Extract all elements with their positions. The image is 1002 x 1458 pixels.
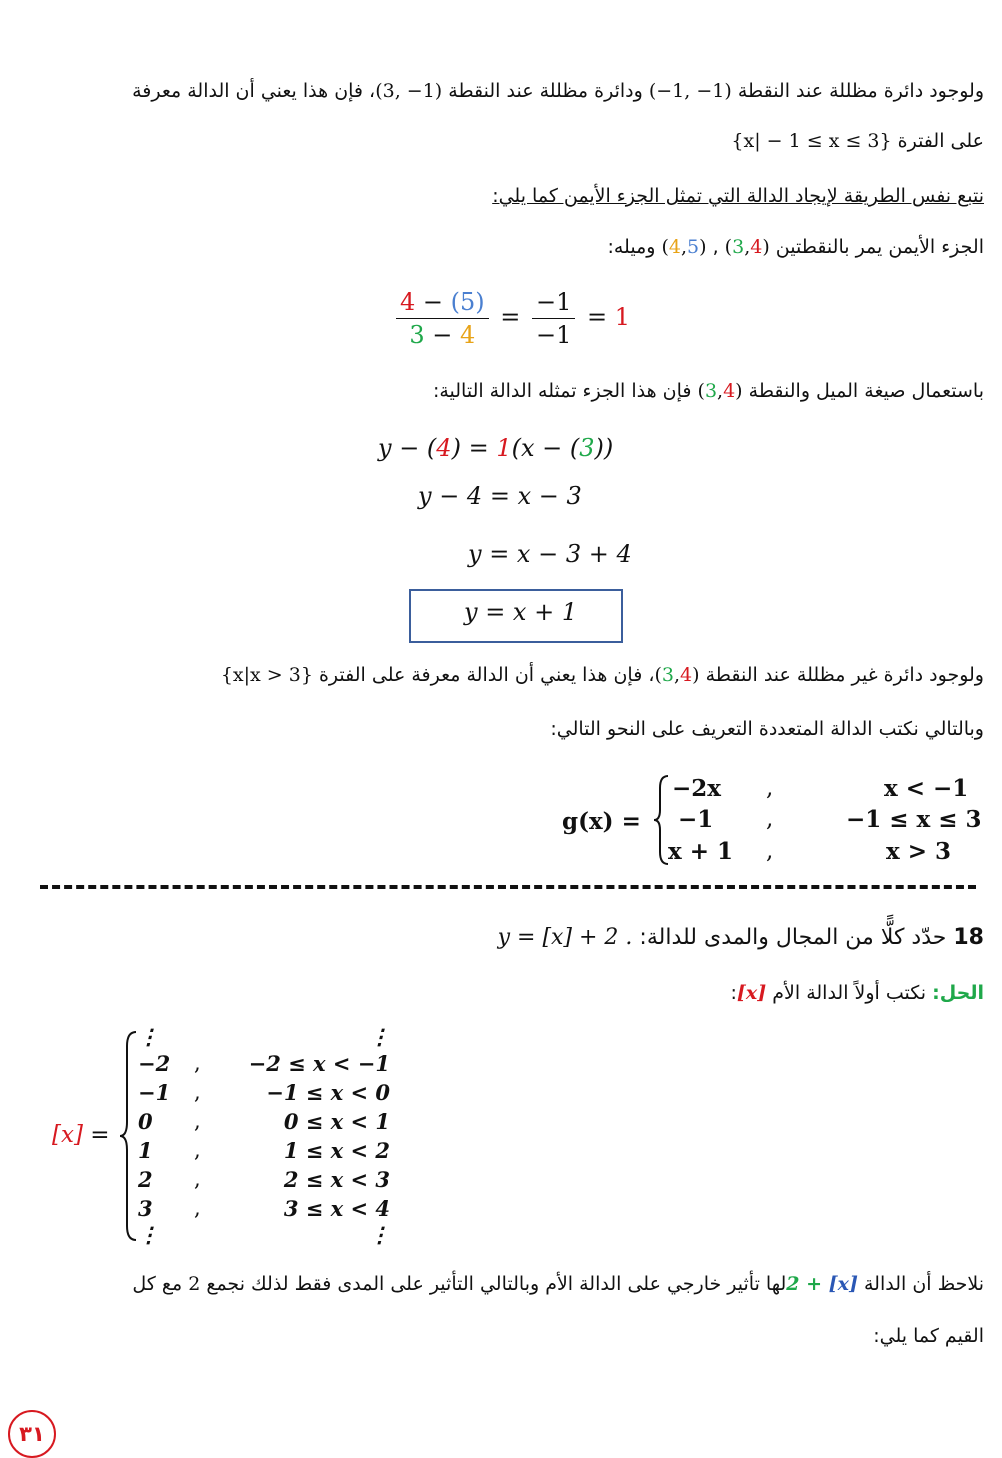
floor-expr: −1 — [138, 1080, 171, 1105]
floor-sep: , — [194, 1080, 201, 1104]
problem-18 — [420, 925, 984, 950]
num: −1 — [532, 288, 575, 319]
text: ولوجود دائرة مظللة عند النقطة — [737, 80, 984, 102]
point-3-4: (3,4) — [697, 380, 743, 402]
text: ، فإن هذا يعني أن الدالة معرفة على الفترة — [318, 664, 655, 686]
floor-label: [x] = — [52, 1122, 110, 1148]
coord: 4 — [680, 664, 693, 686]
piecewise-sep-2: , — [766, 806, 774, 832]
text: مع كل — [132, 1273, 183, 1295]
piecewise-sep-3: , — [766, 838, 774, 864]
den: 4 — [460, 321, 476, 349]
open-circle-line — [18, 664, 984, 686]
problem-function: y = [x] + 2 . — [497, 925, 633, 950]
coord: 4 — [668, 236, 681, 258]
floor-expr: ⋮ — [138, 1222, 159, 1247]
floor-cond: 1 ≤ x < 2 — [283, 1138, 390, 1163]
problem-text: حدّد كلًّا من المجال والمدى للدالة: — [639, 925, 947, 950]
text: على الفترة — [897, 130, 984, 152]
section-heading: نتبع نفس الطريقة لإيجاد الدالة التي تمثل الجزء الأيمن كما يلي: — [492, 185, 984, 207]
slope-result: 1 — [614, 303, 631, 331]
point-neg1-neg1: (−1, −1) — [648, 80, 732, 102]
num: 4 — [400, 288, 416, 316]
solution-label: الحل: — [932, 982, 984, 1004]
text: باستعمال صيغة الميل والنقطة — [748, 380, 984, 402]
coord: 4 — [436, 434, 452, 462]
point-3-4: (3,4) — [724, 236, 770, 258]
floor-cond: ⋮ — [369, 1024, 390, 1049]
coord: 4 — [723, 380, 736, 402]
floor-sep: , — [194, 1138, 201, 1162]
equation-result: y = x + 1 — [464, 598, 578, 626]
coord: 3 — [704, 380, 718, 402]
text: فإن هذا الجزء تمثله الدالة التالية: — [432, 380, 692, 402]
piecewise-cond-3: x > 3 — [886, 838, 952, 865]
solution-line: الحل: نكتب أولاً الدالة الأم [x]: — [730, 982, 984, 1004]
floor-cond: 3 ≤ x < 4 — [283, 1196, 390, 1221]
floor-expr: 1 — [138, 1138, 153, 1163]
piecewise-expr-2: −1 — [678, 806, 714, 833]
text: ودائرة مظللة عند النقطة — [448, 80, 643, 102]
floor-expr: 0 — [138, 1109, 153, 1134]
floor-cond: 2 ≤ x < 3 — [283, 1167, 390, 1192]
problem-number: 18 — [953, 925, 984, 950]
text: ، فإن هذا يعني أن الدالة معرفة — [132, 80, 376, 102]
paragraph-interval-line — [18, 130, 984, 152]
piecewise-cond-2: −1 ≤ x ≤ 3 — [846, 806, 982, 833]
point-4-5: (4,5) — [661, 236, 707, 258]
floor-cond: −1 ≤ x < 0 — [266, 1080, 390, 1105]
floor-symbol: [x] — [52, 1122, 83, 1148]
floor-expr: 2 — [138, 1167, 153, 1192]
note-line — [18, 1273, 984, 1295]
floor-cond: 0 ≤ x < 1 — [283, 1109, 390, 1134]
coord: 3 — [732, 236, 745, 258]
point-3-4: (3,4) — [654, 664, 700, 686]
text: نكتب أولاً الدالة الأم — [772, 982, 927, 1004]
note-function: 2 + [x] — [786, 1273, 858, 1295]
coord: 4 — [750, 236, 763, 258]
interval: {x|x > 3} — [220, 664, 313, 686]
paragraph-closed-circles — [18, 80, 984, 102]
text: لها تأثير خارجي على الدالة الأم وبالتالي التأثير على المدى فقط لذلك نجمع — [206, 1273, 787, 1295]
interval: {x| − 1 ≤ x ≤ 3} — [731, 130, 892, 152]
coord: 1 — [496, 434, 512, 462]
floor-cond: ⋮ — [369, 1222, 390, 1247]
dashed-divider — [40, 885, 976, 889]
equation-point-slope: y − (4) = 1(x − (3)) — [378, 434, 614, 462]
floor-expr: −2 — [138, 1051, 171, 1076]
floor-sep: , — [194, 1167, 201, 1191]
floor-sep: , — [194, 1109, 201, 1133]
text: نلاحظ أن الدالة — [863, 1273, 984, 1295]
piecewise-cond-1: x < −1 — [884, 775, 969, 802]
piecewise-sep-1: , — [766, 775, 774, 801]
piecewise-expr-3: x + 1 — [668, 838, 734, 865]
text: الجزء الأيمن يمر بالنقطتين — [775, 236, 984, 258]
equation-2: y − 4 = x − 3 — [418, 482, 582, 510]
coord: 5 — [687, 236, 700, 258]
last-line: القيم كما يلي: — [873, 1325, 984, 1347]
floor-expr: ⋮ — [138, 1024, 159, 1049]
floor-expr: 3 — [138, 1196, 153, 1221]
point-slope-line — [18, 380, 984, 402]
coord: 3 — [661, 664, 674, 686]
page-number: ٣١ — [8, 1410, 56, 1458]
num: (5) — [450, 288, 485, 316]
piecewise-expr-1: −2x — [672, 775, 721, 802]
text: ولوجود دائرة غير مظللة عند النقطة — [705, 664, 984, 686]
piecewise-intro: وبالتالي نكتب الدالة المتعددة التعريف على النحو التالي: — [550, 718, 984, 740]
brace-icon — [118, 1030, 138, 1242]
slope-fraction-1: $\frac{4 - (5)}{3 - 4}$ — [396, 288, 489, 349]
number: 2 — [188, 1273, 201, 1295]
floor-cond: −2 ≤ x < −1 — [248, 1051, 390, 1076]
piecewise-label: g(x) = — [562, 808, 641, 835]
points-line: الجزء الأيمن يمر بالنقطتين (3,4) , (4,5) وميله: — [607, 236, 984, 258]
slope-fraction-2 — [532, 288, 575, 349]
text: وميله: — [607, 236, 656, 258]
slope-equation: $\frac{4 - (5)}{3 - 4}$ = $\frac{-1}{-1}$ = 1 — [392, 288, 630, 349]
den: −1 — [536, 321, 572, 349]
floor-sep: , — [194, 1051, 201, 1075]
parent-function: [x] — [736, 982, 767, 1004]
equation-3: y = x − 3 + 4 — [468, 540, 632, 568]
den: 3 — [409, 321, 425, 349]
coord: 3 — [579, 434, 595, 462]
floor-sep: , — [194, 1196, 201, 1220]
point-3-neg1: (3, −1) — [375, 80, 443, 102]
